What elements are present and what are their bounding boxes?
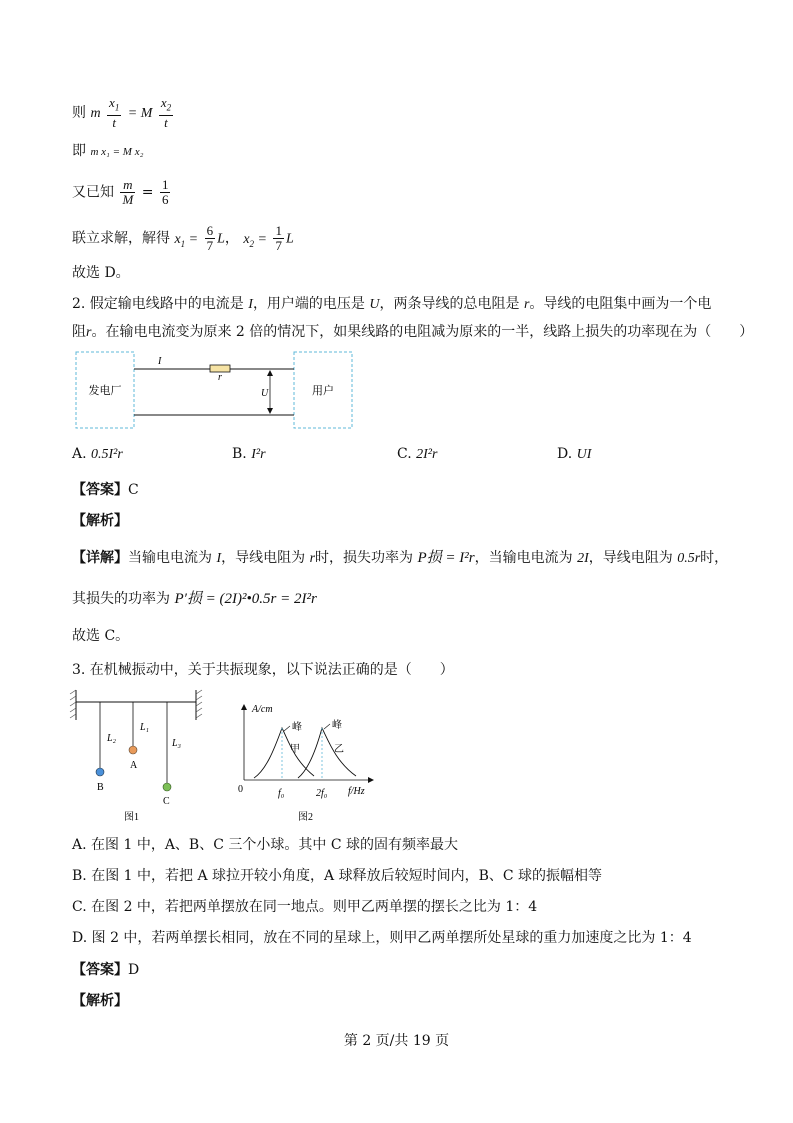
detail-line-2: 其损失的功率为 P′损 = (2I)²•0.5r = 2I²r <box>72 591 317 607</box>
ball-b-icon <box>96 768 104 776</box>
option-c: C. 在图 2 中，若把两单摆放在同一地点。则甲乙两单摆的摆长之比为 1：4 <box>72 899 538 915</box>
text-prefix: 联立求解，解得 <box>72 230 170 247</box>
svg-text:L₃: L₃ <box>172 738 182 749</box>
curve-yi <box>298 728 356 778</box>
option-d: D. UI <box>557 446 592 462</box>
text-prefix: 则 <box>72 104 86 121</box>
option-a: A. 0.5I²r <box>72 446 123 462</box>
question-2-line-1: 2. 假定输电线路中的电流是 I，用户端的电压是 U，两条导线的总电阻是 r。导线的电阻集中画为一个电 <box>72 296 712 312</box>
svg-text:A/cm: A/cm <box>252 704 273 715</box>
equation-momentum-line: 则 m $\frac{x_1}{t}$ = M $\frac{x_2}{t}$ <box>72 95 172 130</box>
ball-a-icon <box>129 746 137 754</box>
svg-text:峰: 峰 <box>292 722 302 733</box>
voltage-label: U <box>261 388 269 399</box>
equation-ratio-line: 又已知 $\frac{m}{M}$ = $\frac{1}{6}$ <box>72 177 169 207</box>
text-prefix: 又已知 <box>72 184 114 201</box>
question-3-stem: 3. 在机械振动中，关于共振现象，以下说法正确的是（ ） <box>72 662 454 678</box>
resistor-label: r <box>218 372 222 383</box>
detail-line-1: 【详解】当输电电流为 I，导线电阻为 r时，损失功率为 P损 = I²r，当输电电流为 2I，导线电阻为 0.5r时， <box>72 550 729 566</box>
analysis-label: 【解析】 <box>72 993 128 1009</box>
svg-text:f/Hz: f/Hz <box>348 786 365 797</box>
conclusion-text: 故选 C。 <box>72 628 130 644</box>
resonance-figure <box>232 700 382 826</box>
svg-text:0: 0 <box>238 784 243 795</box>
svg-text:甲: 甲 <box>290 744 300 755</box>
conclusion-text: 故选 D。 <box>72 265 130 281</box>
answer-line: 【答案】D <box>72 962 140 978</box>
svg-text:A: A <box>130 760 138 771</box>
svg-text:峰: 峰 <box>332 720 342 731</box>
equation-solution-line: 联立求解，解得 $x_1$ = $\frac{6}{7}$ L， $x_2$ = $\frac{1}{7}$ L <box>72 223 294 253</box>
svg-text:f₀: f₀ <box>278 788 285 799</box>
option-b: B. I²r <box>232 446 266 462</box>
power-plant-label: 发电厂 <box>88 385 122 397</box>
analysis-label: 【解析】 <box>72 513 128 529</box>
answer-line: 【答案】C <box>72 482 139 498</box>
user-label: 用户 <box>312 385 334 397</box>
pendulum-figure <box>68 686 213 826</box>
svg-text:C: C <box>163 796 170 807</box>
current-label: I <box>158 356 162 367</box>
resistor-icon <box>210 365 230 372</box>
text-prefix: 即 <box>72 143 86 159</box>
circuit-diagram <box>72 348 362 432</box>
svg-text:2f₀: 2f₀ <box>316 788 328 799</box>
page-footer: 第 2 页/共 19 页 <box>343 1033 450 1049</box>
svg-text:乙: 乙 <box>334 744 344 755</box>
equation-text: m x₁ = M x₂ <box>90 146 144 158</box>
svg-text:L₂: L₂ <box>107 733 117 744</box>
option-b: B. 在图 1 中，若把 A 球拉开较小角度，A 球释放后较短时间内，B、C 球的振幅相等 <box>72 868 603 884</box>
option-a: A. 在图 1 中，A、B、C 三个小球。其中 C 球的固有频率最大 <box>72 837 458 853</box>
equation-displacement-line <box>72 141 143 162</box>
option-c: C. 2I²r <box>397 446 438 462</box>
svg-text:图1: 图1 <box>124 812 139 823</box>
ball-c-icon <box>163 783 171 791</box>
question-2-line-2: 阻r。在输电电流变为原来 2 倍的情况下，如果线路的电阻减为原来的一半，线路上损失的功率现在为（ ） <box>72 324 754 340</box>
svg-text:图2: 图2 <box>298 812 313 823</box>
svg-text:B: B <box>97 782 104 793</box>
option-d: D. 图 2 中，若两单摆长相同，放在不同的星球上，则甲乙两单摆所处星球的重力加速度之比为 1：4 <box>72 930 692 946</box>
svg-text:L₁: L₁ <box>140 722 150 733</box>
